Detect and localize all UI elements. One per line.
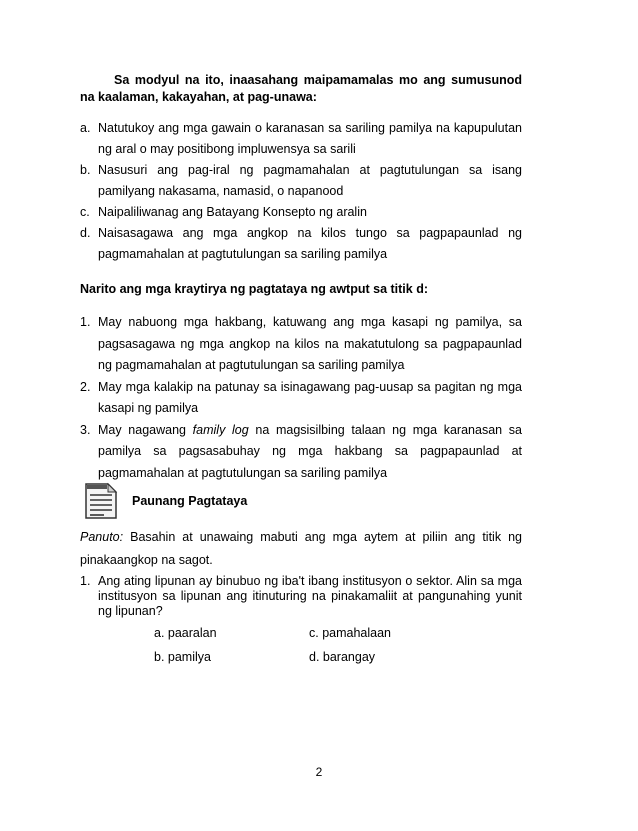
criteria-text-emphasis: family log	[192, 422, 249, 437]
criteria-text-post: na magsisilbing talaan ng mga karanasan sa pamilya sa pagsasabuhay ng mga hakbang sa pagpapaunlad at pagmamahalan at pagtutulungan sa sariling pamilya	[98, 422, 522, 480]
notepad-icon	[84, 482, 118, 520]
objective-text: Naipaliliwanag ang Batayang Konsepto ng aralin	[98, 205, 367, 219]
objective-item	[80, 202, 522, 223]
objective-marker: b.	[80, 163, 91, 177]
intro-paragraph	[80, 72, 522, 106]
page-number: 2	[315, 765, 323, 779]
directions-paragraph	[80, 526, 522, 572]
choice-d: d. barangay	[309, 650, 376, 664]
directions-lead: Panuto:	[80, 530, 124, 544]
criteria-text-pre: May nagawang	[98, 422, 193, 437]
criteria-text: May nabuong mga hakbang, katuwang ang mga kasapi ng pamilya, sa pagsasagawa ng mga angkop na kilos na makatutulong sa pagpapaunlad ng pagmamahalan at pagtutulungan sa sariling pamilya	[98, 315, 522, 372]
criteria-item	[80, 312, 522, 377]
objective-text: Nasusuri ang pag-iral ng pagmamahalan at pagtutulungan sa isang pamilyang nakasama, namasid, o napanood	[98, 163, 522, 198]
objective-item	[80, 118, 522, 160]
criteria-marker: 1.	[80, 315, 91, 329]
criteria-marker: 3.	[80, 422, 91, 437]
criteria-list	[80, 312, 522, 484]
criteria-item	[80, 420, 522, 485]
questions-list	[80, 574, 522, 619]
objective-marker: d.	[80, 226, 91, 240]
choice-b: b. pamilya	[154, 650, 211, 664]
pretest-header	[80, 478, 522, 522]
objective-text: Natutukoy ang mga gawain o karanasan sa sariling pamilya na kapupulutan ng aral o may positibong impluwensya sa sarili	[98, 121, 522, 156]
intro-text: Sa modyul na ito, inaasahang maipamamalas mo ang sumusunod na kaalaman, kakayahan, at pag-unawa:	[80, 73, 522, 104]
directions-text: Basahin at unawaing mabuti ang mga aytem at piliin ang titik ng pinakaangkop na sagot.	[80, 530, 522, 567]
pretest-title: Paunang Pagtataya	[132, 494, 248, 508]
criteria-text: May mga kalakip na patunay sa isinagawang pag-uusap sa pagitan ng mga kasapi ng pamilya	[98, 379, 522, 415]
objective-marker: c.	[80, 205, 90, 219]
question-marker: 1.	[80, 574, 91, 588]
criteria-item	[80, 377, 522, 420]
criteria-marker: 2.	[80, 379, 91, 394]
objectives-list	[80, 118, 522, 265]
objective-item	[80, 223, 522, 265]
objective-item	[80, 160, 522, 202]
question-text: Ang ating lipunan ay binubuo ng iba't ibang institusyon o sektor. Alin sa mga institusyon sa lipunan ang itinuturing na pinakamaliit at pangunahing yunit ng lipunan?	[98, 574, 522, 618]
question-item	[80, 574, 522, 619]
choice-c: c. pamahalaan	[309, 626, 392, 640]
objective-text: Naisasagawa ang mga angkop na kilos tungo sa pagpapaunlad ng pagmamahalan at pagtutulungan sa sariling pamilya	[98, 226, 522, 261]
objective-marker: a.	[80, 121, 91, 135]
criteria-heading: Narito ang mga kraytirya ng pagtataya ng awtput sa titik d:	[80, 282, 428, 296]
choice-a: a. paaralan	[154, 626, 217, 640]
